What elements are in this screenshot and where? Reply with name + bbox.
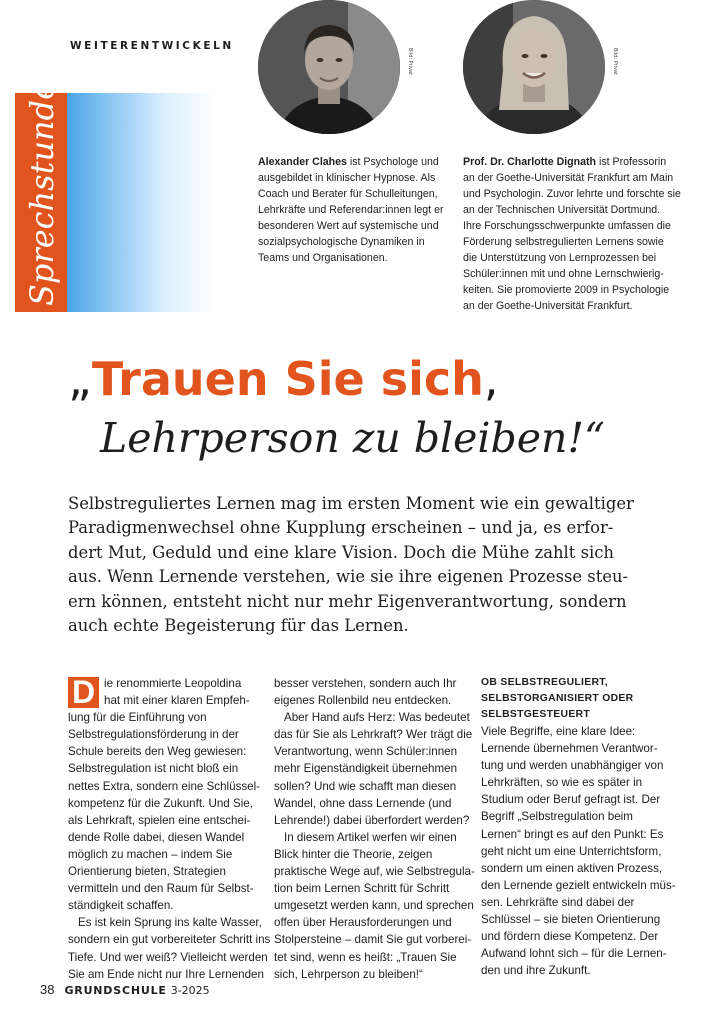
headline-comma: , bbox=[483, 352, 499, 406]
bio-line: sozialpsychologische Dynamiken in bbox=[258, 236, 425, 248]
bio-line: an der Goethe-Universität Frankfurt am Main bbox=[463, 172, 674, 184]
body-line: dende Rolle dabei, diesen Wandel bbox=[68, 830, 245, 844]
body-line: praktische Wege auf, wie Selbstregula- bbox=[274, 865, 475, 879]
body-line: sen. Lehrkräfte sind dabei der bbox=[481, 895, 635, 909]
photo-credit: Bild: Privat bbox=[407, 48, 413, 76]
body-line: ständigkeit schaffen. bbox=[68, 899, 174, 913]
body-column-1 bbox=[68, 674, 271, 983]
body-line: sollen? Und wie schafft man diesen bbox=[274, 779, 457, 793]
rubric-banner bbox=[15, 80, 215, 312]
section-label: WEITERENTWICKELN bbox=[70, 40, 234, 52]
body-line: Aufwand lohnt sich – für die Lernen- bbox=[481, 947, 667, 961]
body-line: Aber Hand aufs Herz: Was bedeutet bbox=[284, 711, 470, 725]
lead-line: Paradigmenwechsel ohne Kupplung erscheinen – und ja, es erfor- bbox=[68, 518, 614, 538]
bio-line: keiten. Sie promovierte 2009 in Psychologie bbox=[463, 284, 670, 296]
open-quote: „ bbox=[68, 352, 92, 406]
body-line: nettes Extra, sondern eine Schlüssel- bbox=[68, 779, 261, 793]
lead-paragraph bbox=[68, 492, 634, 638]
bio-line: besonderen Wert auf systemische und bbox=[258, 220, 439, 232]
body-line: Lehrkräften, so wie es später in bbox=[481, 776, 643, 790]
bio-line bbox=[463, 154, 678, 170]
body-line: ie renommierte Leopoldina bbox=[104, 677, 242, 690]
headline-accent: Trauen Sie sich bbox=[91, 352, 484, 406]
body-column-3 bbox=[481, 675, 681, 979]
lead-line: dert Mut, Geduld und eine klare Vision. Doch die Mühe zahlt sich bbox=[68, 542, 614, 562]
body-column-2 bbox=[274, 675, 475, 983]
body-line: vermitteln und den Raum für Selbst- bbox=[68, 882, 254, 896]
body-line: eigenes Rollenbild neu entdecken. bbox=[274, 694, 452, 708]
body-line: tung und werden unabhängiger von bbox=[481, 759, 664, 773]
body-line: Viele Begriffe, eine klare Idee: bbox=[481, 725, 636, 738]
portrait-dignath bbox=[463, 0, 605, 134]
lead-line: auch echte Begeisterung für das Lernen. bbox=[68, 616, 409, 636]
lead-line: ern können, entsteht nicht nur mehr Eigenverantwortung, sondern bbox=[68, 591, 627, 611]
bio-dignath bbox=[463, 154, 681, 314]
body-line: sondern um einen aktiven Prozess, bbox=[481, 861, 663, 875]
bio-line: Teams und Organisationen. bbox=[258, 252, 388, 264]
bio-line: Lehrkräfte und Referendar:innen legt er bbox=[258, 204, 444, 216]
bio-line: an der Technischen Universität Dortmund. bbox=[463, 204, 661, 216]
rubric-label: Sprechstunde bbox=[23, 80, 61, 306]
bio-line bbox=[258, 154, 443, 170]
sidebar-heading: SELBSTGESTEUERT bbox=[481, 709, 590, 720]
bio-line: Ihre Forschungsschwerpunkte umfassen die bbox=[463, 220, 671, 232]
body-line: Wandel, ohne dass Lernende (und bbox=[274, 796, 452, 810]
body-line: sondern ein gut vorbereiteter Schritt ins bbox=[68, 933, 271, 947]
dropcap: D bbox=[68, 677, 99, 708]
body-line: Verantwortung, wenn Schüler:innen bbox=[274, 745, 458, 759]
bio-clahes bbox=[258, 154, 443, 266]
body-line: Lernende übernehmen Verantwor- bbox=[481, 742, 658, 756]
headline-line-2: Lehrperson zu bleiben!“ bbox=[100, 414, 605, 462]
body-line: als Lehrkraft, spielen eine entschei- bbox=[68, 813, 251, 827]
body-line: kompetenz für die Zukunft. Und Sie, bbox=[68, 796, 253, 810]
bio-line: Coach und Berater für Schulleitungen, bbox=[258, 188, 438, 200]
body-line: umgesetzt werden kann, und sprechen bbox=[274, 899, 474, 913]
body-line: besser verstehen, sondern auch Ihr bbox=[274, 677, 457, 690]
bio-line: ausgebildet in klinischer Hypnose. Als bbox=[258, 172, 436, 184]
body-line: und fördern diese Kompetenz. Der bbox=[481, 930, 659, 944]
body-line: möglich zu machen – indem Sie bbox=[68, 847, 233, 861]
body-line: hat mit einer klaren Empfeh- bbox=[104, 694, 250, 708]
body-line: tion beim Lernen Schritt für Schritt bbox=[274, 882, 450, 896]
page-footer bbox=[40, 982, 210, 997]
body-line: Schule bereits den Weg gewiesen: bbox=[68, 745, 247, 759]
bio-line: Förderung selbstregulierten Lernens sowie bbox=[463, 236, 664, 248]
portrait-clahes bbox=[258, 0, 400, 134]
photo-credit: Bild: Privat bbox=[612, 48, 618, 76]
body-line: tet sind, wenn es heißt: „Trauen Sie bbox=[274, 950, 457, 964]
sidebar-heading: OB SELBSTREGULIERT, bbox=[481, 677, 608, 688]
sidebar-heading: SELBSTORGANISIERT ODER bbox=[481, 693, 634, 704]
body-line: Orientierung bieten, Strategien bbox=[68, 865, 226, 879]
bio-text: ist Psychologe und bbox=[346, 156, 439, 168]
body-line: In diesem Artikel werfen wir einen bbox=[284, 830, 457, 844]
body-line: das für Sie als Lehrkraft? Wer trägt die bbox=[274, 728, 473, 742]
body-line: Lernen“ bringt es auf den Punkt: Es bbox=[481, 827, 664, 841]
body-line: geht nicht um eine Unterrichtsform, bbox=[481, 844, 662, 858]
body-line: den Lernende gezielt entwickeln müs- bbox=[481, 878, 676, 892]
issue-number: 3-2025 bbox=[170, 984, 210, 997]
body-line: Stolpersteine – damit Sie gut vorberei- bbox=[274, 933, 472, 947]
body-line: Sie am Ende nicht nur Ihre Lernenden bbox=[68, 967, 264, 981]
lead-line: aus. Wenn Lernende verstehen, wie sie ihre eigenen Prozesse steu- bbox=[68, 567, 629, 587]
bio-name: Alexander Clahes bbox=[258, 156, 347, 168]
body-line: Begriff „Selbstregulation beim bbox=[481, 810, 633, 824]
body-line: lung für die Einführung von bbox=[68, 711, 207, 725]
magazine-name: GRUNDSCHULE bbox=[64, 984, 167, 997]
headline-line-1 bbox=[68, 352, 499, 406]
bio-line: und Psychologin. Zuvor lehrte und forschte sie bbox=[463, 188, 681, 200]
body-line: Studium oder Beruf gefragt ist. Der bbox=[481, 793, 661, 807]
body-line: mehr Eigenständigkeit übernehmen bbox=[274, 762, 458, 776]
bio-line: Schüler:innen mit und ohne Lernschwierig- bbox=[463, 268, 664, 280]
body-line: offen über Herausforderungen und bbox=[274, 916, 452, 930]
body-line: Selbstregulationsförderung in der bbox=[68, 728, 239, 742]
body-line: Es ist kein Sprung ins kalte Wasser, bbox=[78, 916, 262, 930]
bio-line: die Unterstützung von Lernprozessen bei bbox=[463, 252, 657, 264]
bio-name: Prof. Dr. Charlotte Dignath bbox=[463, 156, 597, 168]
body-line: sich, Lehrperson zu bleiben!“ bbox=[274, 967, 423, 981]
lead-line: Selbstreguliertes Lernen mag im ersten Moment wie ein gewaltiger bbox=[68, 494, 634, 513]
page-number: 38 bbox=[40, 982, 55, 997]
body-line: Lehrende!) dabei überfordert werden? bbox=[274, 813, 470, 827]
body-line: Blick hinter die Theorie, zeigen bbox=[274, 847, 433, 861]
bio-text: ist Professorin bbox=[596, 156, 667, 168]
body-line: den und ihre Zukunft. bbox=[481, 964, 591, 978]
body-line: Schlüssel – sie bieten Orientierung bbox=[481, 913, 661, 927]
body-line: Selbstregulation ist nicht bloß ein bbox=[68, 762, 239, 776]
bio-line: an der Goethe-Universität Frankfurt. bbox=[463, 300, 633, 312]
body-line: Tiefe. Und wer weiß? Vielleicht werden bbox=[68, 950, 268, 964]
